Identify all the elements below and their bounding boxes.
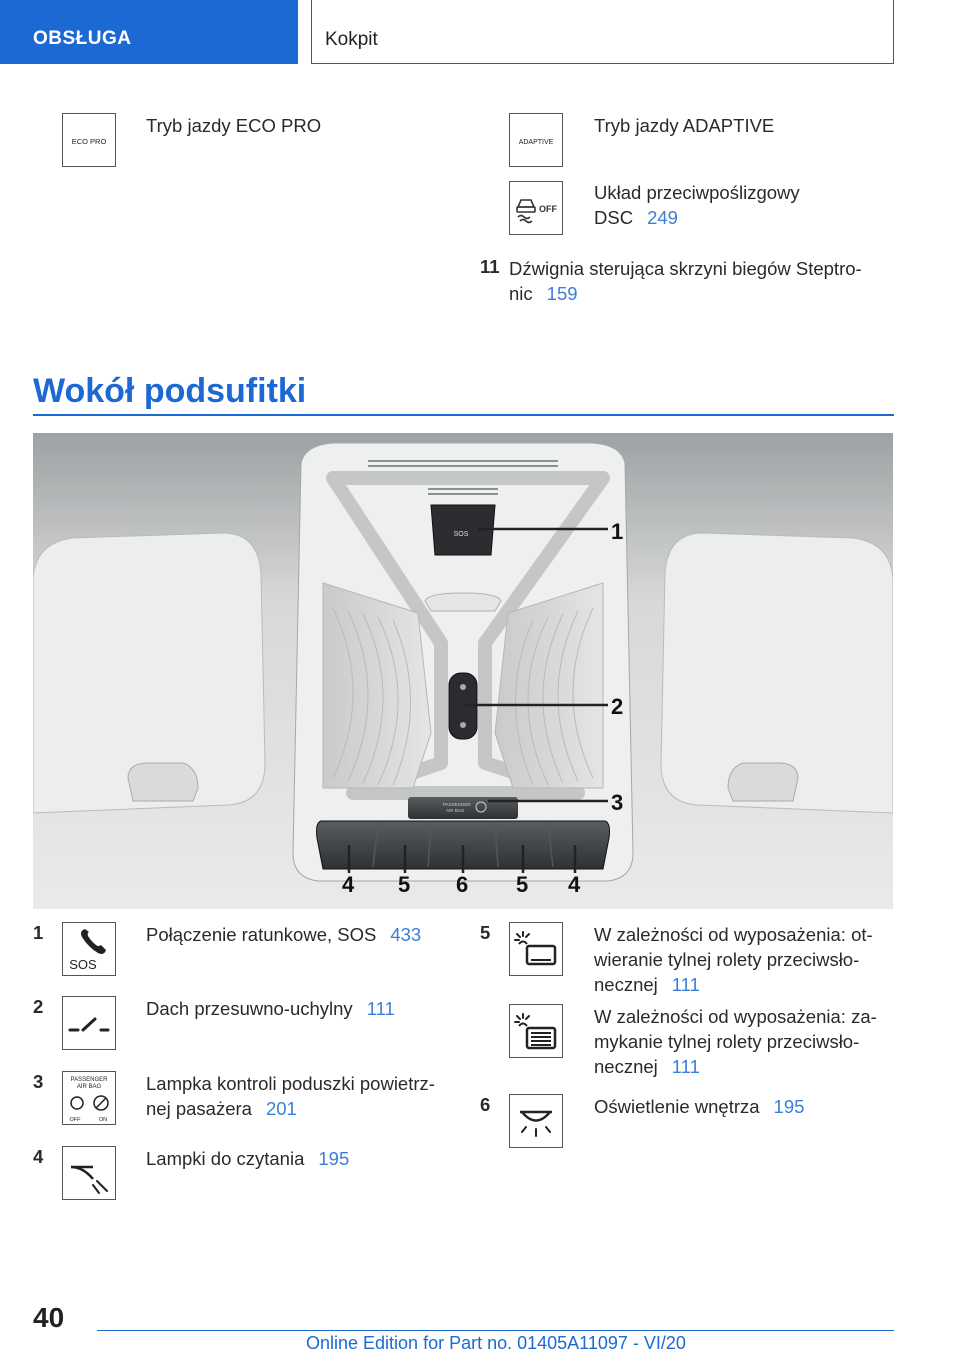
- sos-icon-text: SOS: [69, 957, 97, 972]
- callout-1: 1: [611, 519, 624, 544]
- adaptive-label: Tryb jazdy ADAPTIVE: [594, 115, 775, 136]
- legend-2-page-ref[interactable]: 111: [366, 998, 395, 1019]
- header-section-tab: [0, 0, 298, 64]
- legend-1-label: Połączenie ratunkowe, SOS 433: [146, 924, 422, 945]
- overhead-console-image: [33, 433, 893, 909]
- dsc-icon-text: OFF: [539, 204, 557, 214]
- callout-3: 3: [611, 790, 624, 815]
- dsc-off-icon: [509, 181, 563, 235]
- legend-3-page-ref[interactable]: 201: [265, 1098, 297, 1119]
- item-11-label: Dźwignia sterująca skrzyni biegów Steptro‐ nic 159: [509, 258, 862, 304]
- eco-pro-icon: [62, 113, 116, 167]
- interior-light-icon: [509, 1094, 563, 1148]
- legend-4-number: 4: [33, 1146, 44, 1167]
- sunroof-icon: [62, 996, 116, 1050]
- legend-1-number: 1: [33, 922, 44, 943]
- legend-5-number: 5: [480, 922, 491, 943]
- header-section-label: OBSŁUGA: [33, 28, 132, 49]
- legend-4-page-ref[interactable]: 195: [318, 1148, 350, 1169]
- legend-5a-page-ref[interactable]: 111: [671, 974, 700, 995]
- svg-text:AIR BAG: AIR BAG: [76, 1084, 102, 1090]
- eco-pro-label: Tryb jazdy ECO PRO: [146, 115, 322, 136]
- callout-4-right: 4: [568, 872, 581, 897]
- svg-text:AIR BAG: AIR BAG: [446, 808, 465, 813]
- callout-4-left: 4: [342, 872, 355, 897]
- item-11-page-ref[interactable]: 159: [546, 283, 578, 304]
- header-chapter-label: Kokpit: [325, 29, 378, 50]
- adaptive-icon: [509, 113, 563, 167]
- legend-5a-label: W zależności od wyposażenia: ot‐ wieranie tylnej rolety przeciwsło‐ necznej 111: [594, 924, 873, 995]
- footer-edition: Online Edition for Part no. 01405A11097 - VI/20: [306, 1333, 686, 1353]
- eco-pro-icon-text: ECO PRO: [71, 137, 107, 146]
- header-chapter-tab: [311, 0, 894, 64]
- section-divider: [33, 414, 894, 416]
- photo-sos-text: SOS: [453, 531, 469, 538]
- dsc-page-ref[interactable]: 249: [647, 207, 678, 228]
- adaptive-icon-text: ADAPTIVE: [518, 139, 554, 146]
- legend-3-number: 3: [33, 1071, 44, 1092]
- sunblind-open-icon: [509, 922, 563, 976]
- legend-5b-page-ref[interactable]: 111: [671, 1056, 700, 1077]
- sunblind-close-icon: [509, 1004, 563, 1058]
- footer-divider: [97, 1330, 894, 1331]
- legend-3-label: Lampka kontroli poduszki powietrz‐ nej pasażera 201: [146, 1073, 435, 1119]
- page-number: 40: [33, 1302, 65, 1333]
- legend-5b-label: W zależności od wyposażenia: za‐ mykanie tylnej rolety przeciwsło‐ necznej 111: [594, 1006, 877, 1077]
- svg-text:PASSENGER: PASSENGER: [443, 802, 471, 807]
- legend-4-label: Lampki do czytania 195: [146, 1148, 350, 1169]
- legend-6-label: Oświetlenie wnętrza 195: [594, 1096, 805, 1117]
- callout-5-left: 5: [398, 872, 411, 897]
- legend-1-page-ref[interactable]: 433: [390, 924, 422, 945]
- dsc-label: Układ przeciwpoślizgowy DSC 249: [594, 182, 800, 228]
- section-title: Wokół podsufitki: [33, 372, 307, 410]
- reading-light-icon: [62, 1146, 116, 1200]
- passenger-airbag-icon: [62, 1071, 116, 1125]
- callout-5-right: 5: [516, 872, 529, 897]
- svg-text:ON: ON: [98, 1117, 108, 1123]
- sos-phone-icon: [62, 922, 116, 976]
- item-11-number: 11: [480, 256, 500, 277]
- legend-6-number: 6: [480, 1094, 491, 1115]
- legend-6-page-ref[interactable]: 195: [773, 1096, 805, 1117]
- callout-2: 2: [611, 694, 624, 719]
- svg-text:OFF: OFF: [69, 1117, 81, 1123]
- legend-2-number: 2: [33, 996, 44, 1017]
- legend-2-label: Dach przesuwno-uchylny 111: [146, 998, 395, 1019]
- callout-6: 6: [456, 872, 469, 897]
- svg-text:PASSENGER: PASSENGER: [70, 1077, 108, 1083]
